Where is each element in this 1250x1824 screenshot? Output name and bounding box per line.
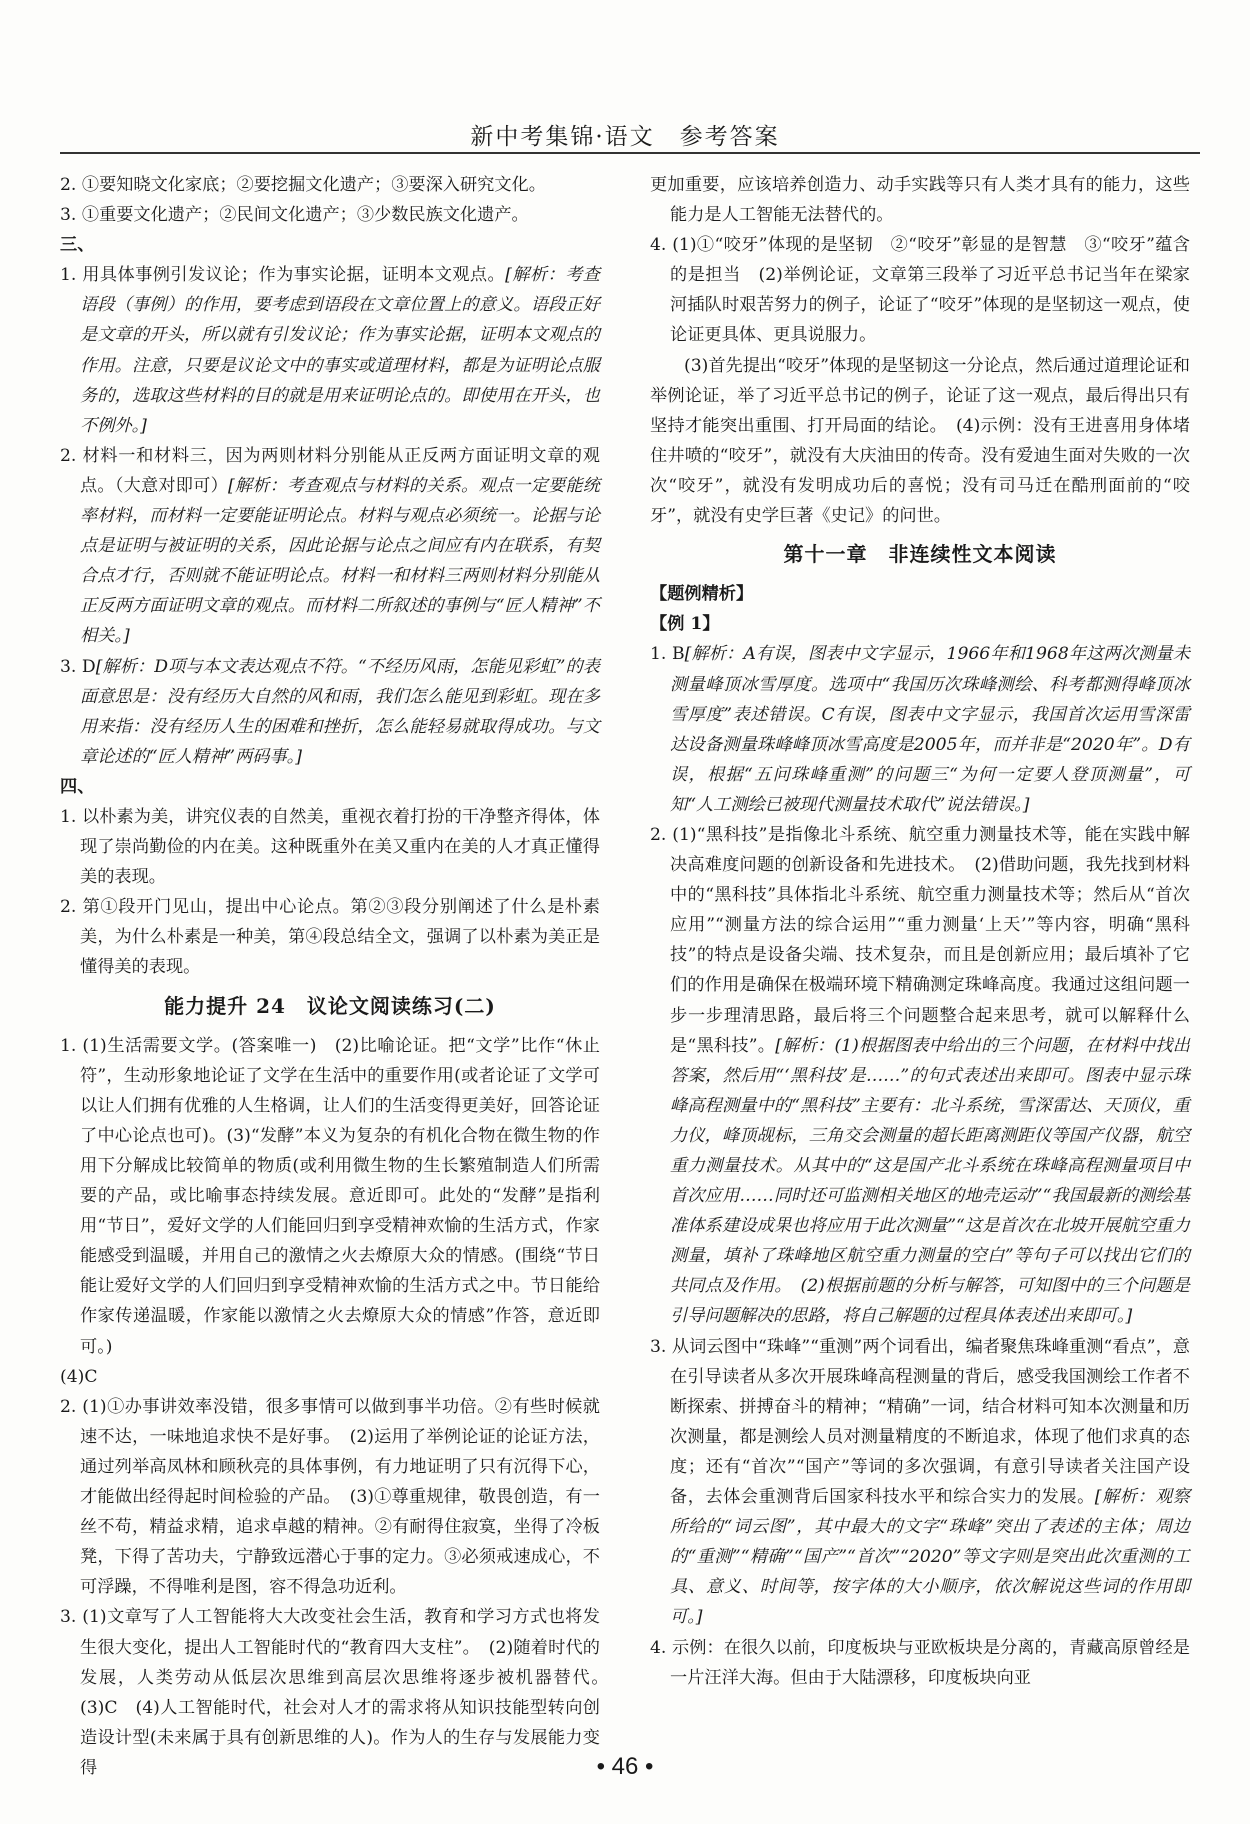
s3-answer-2-explanation: [解析：考查观点与材料的关系。观点一定要能统率材料，而材料一定要能证明论点。材料与观点必须统一。论据与论点是证明与被证明的关系，因此论据与论点之间应有内在联系，有契合点才行，否则就不能证明论点。材料一和材料三两则材料分别能从正反两方面证明文章的观点。而材料二所叙述的事例与“匠人精神”不相关。] — [80, 475, 600, 647]
section-3-heading: 三、 — [60, 235, 95, 256]
s3-answer-2 — [60, 441, 600, 652]
header-rule — [60, 152, 1200, 154]
left-column — [60, 170, 618, 1783]
s3-answer-1-explanation: [解析：考查语段（事例）的作用，要考虑到语段在文章位置上的意义。语段正好是文章的开头，所以就有引发议论；作为事实论据，证明本文观点的作用。注意，只要是议论文中的事实或道理材料，都是为证明论点服务的，选取这些材料的目的就是用来证明论点的。即使用在开头，也不例外。] — [80, 265, 600, 436]
example-answer-1 — [650, 639, 1190, 820]
s4-answer-2: 2. 第①段开门见山，提出中心论点。第②③段分别阐述了什么是朴素美，为什么朴素是一种美，第④段总结全文，强调了以朴素为美正是懂得美的表现。 — [60, 897, 600, 978]
example-answer-1-text: 1. B — [650, 644, 685, 665]
practice-answer-1-4: (4)C — [60, 1366, 98, 1387]
s3-answer-3-text: 3. D — [60, 656, 96, 677]
s4-answer-1: 1. 以朴素为美，讲究仪表的自然美，重视衣着打扮的干净整齐得体，体现了崇尚勤俭的内在美。这种既重外在美又重内在美的人才真正懂得美的表现。 — [60, 806, 600, 888]
practice-answer-4-cont: (3)首先提出“咬牙”体现的是坚韧这一分论点，然后通过道理论证和举例论证，举了习近平总书记的例子，论证了这一观点，最后得出只有坚持才能突出重围、打开局面的结论。 (4)示例：没有王进喜用身体堵住井喷的“咬牙”，就没有大庆油田的传奇。没有爱迪生面对失败的一次次“咬牙”，就没有发明成功后的喜悦；没有司马迁在酷刑面前的“咬牙”，就没有史学巨著《史记》的问世。 — [650, 355, 1190, 527]
continued-text: 更加重要，应该培养创造力、动手实践等只有人类才具有的能力，这些能力是人工智能无法替代的。 — [650, 175, 1190, 226]
example-1-heading: 【例 1】 — [650, 614, 720, 635]
section-4-heading: 四、 — [60, 776, 95, 797]
answer-2: 2. ①要知晓文化家底；②要挖掘文化遗产；③要深入研究文化。 — [60, 175, 546, 195]
s3-answer-1-text: 1. 用具体事例引发议论；作为事实论据，证明本文观点。 — [60, 265, 506, 286]
section-title: 能力提升 24 议论文阅读练习(二) — [164, 993, 496, 1018]
s3-answer-1 — [60, 260, 600, 441]
example-answer-2 — [650, 820, 1190, 1332]
example-answer-4: 4. 示例：在很久以前，印度板块与亚欧板块是分离的，青藏高原曾经是一片汪洋大海。但由于大陆漂移，印度板块向亚 — [650, 1637, 1190, 1688]
right-column — [650, 170, 1190, 1693]
s3-answer-3 — [60, 652, 600, 772]
example-answer-3-explanation: [解析：观察所给的“词云图”，其中最大的文字“珠峰”突出了表述的主体；周边的“重测”“精确”“国产”“首次”“2020”等文字则是突出此次重测的工具、意义、时间等，按字体的大小顺序，依次解说这些词的作用即可。] — [670, 1487, 1190, 1628]
example-answer-1-explanation: [解析：A有误，图表中文字显示，1966年和1968年这两次测量未测量峰顶冰雪厚度。选项中“我国历次珠峰测绘、科考都测得峰顶冰雪厚度”表述错误。C有误，图表中文字显示，我国首次运用雪深雷达设备测量珠峰峰顶冰雪高度是2005年，而并非是“2020年”。D有误，根据“五问珠峰重测”的问题三“为何一定要人登顶测量”，可知“人工测绘已被现代测量技术取代”说法错误。] — [670, 644, 1191, 815]
chapter-title: 第十一章 非连续性文本阅读 — [783, 542, 1057, 567]
s3-answer-2-text: 2. 材料一和材料三，因为两则材料分别能从正反两方面证明文章的观点。（大意对即可） — [60, 445, 600, 496]
answer-3: 3. ①重要文化遗产；②民间文化遗产；③少数民族文化遗产。 — [60, 205, 529, 226]
example-answer-3-text: 3. 从词云图中“珠峰”“重测”两个词看出，编者聚焦珠峰重测“看点”，意在引导读者从多次开展珠峰高程测量的背后，感受我国测绘工作者不断探索、拼搏奋斗的精神；“精确”一词，结合材料可知本次测量和历次测量，都是测绘人员对测量精度的不断追求，体现了他们求真的态度；还有“首次”“国产”等词的多次强调，有意引导读者关注国产设备，去体会重测背后国家科技水平和综合实力的发展。 — [650, 1336, 1190, 1508]
s3-answer-3-explanation: [解析：D项与本文表达观点不符。“不经历风雨，怎能见彩虹”的表面意思是：没有经历大自然的风和雨，我们怎么能见到彩虹。现在多用来指：没有经历人生的困难和挫折，怎么能轻易就取得成功。与文章论述的“匠人精神”两码事。] — [80, 656, 600, 767]
practice-answer-2: 2. (1)①办事讲效率没错，很多事情可以做到事半功倍。②有些时候就速不达，一味地追求快不是好事。 (2)运用了举例论证的论证方法，通过列举高凤林和顾秋亮的具体事例，有力地证明了只有沉得下心，才能做出经得起时间检验的产品。 (3)①尊重规律，敬畏创造，有一丝不苟，精益求精，追求卓越的精神。②有耐得住寂寞，坐得了冷板凳，下得了苦功夫，宁静致远潜心于事的定力。③必须戒速成心，不可浮躁，不得唯利是图，容不得急功近利。 — [60, 1396, 600, 1598]
practice-answer-1: 1. (1)生活需要文学。(答案唯一) (2)比喻论证。把“文学”比作“休止符”，生动形象地论证了文学在生活中的重要作用(或者论证了文学可以让人们拥有优雅的人生格调，让人们的生活变得更美好，回答论证了中心论点也可)。(3)“发酵”本义为复杂的有机化合物在微生物的作用下分解成比较简单的物质(或利用微生物的生长繁殖制造人们所需要的产品，或比喻事态持续发展。意近即可。此处的“发酵”是指利用“节日”，爱好文学的人们能回归到享受精神欢愉的生活方式，作家能感受到温暖，并用自己的激情之火去燎原大众的情感。(围绕“节日能让爱好文学的人们回归到享受精神欢愉的生活方式之中。节日能给作家传递温暖，作家能以激情之火去燎原大众的情感”作答，意近即可。) — [60, 1035, 600, 1357]
practice-answer-4: 4. (1)①“咬牙”体现的是坚韧 ②“咬牙”彰显的是智慧 ③“咬牙”蕴含的是担当 (2)举例论证，文章第三段举了习近平总书记当年在梁家河插队时艰苦努力的例子，论证了“咬牙”体现的是坚韧这一观点，使论证更具体、更具说服力。 — [650, 235, 1190, 346]
example-analysis-heading: 【题例精析】 — [650, 584, 754, 605]
example-answer-2-text: 2. (1)“黑科技”是指像北斗系统、航空重力测量技术等，能在实践中解决高难度问题的创新设备和先进技术。 (2)借助问题，我先找到材料中的“黑科技”具体指北斗系统、航空重力测量技术等；然后从“首次应用”“测量方法的综合运用”“重力测量‘上天’”等内容，明确“黑科技”的特点是设备尖端、技术复杂，而且是创新应用；最后填补了它们的作用是确保在极端环境下精确测定珠峰高度。我通过这组问题一步一步理清思路，最后将三个问题整合起来思考，就可以解释什么是“黑科技”。 — [650, 824, 1190, 1056]
example-answer-3 — [650, 1332, 1190, 1633]
practice-answer-3: 3. (1)文章写了人工智能将大大改变社会生活，教育和学习方式也将发生很大变化，提出人工智能时代的“教育四大支柱”。 (2)随着时代的发展，人类劳动从低层次思维到高层次思维将逐步被机器替代。 (3)C (4)人工智能时代，社会对人才的需求将从知识技能型转向创造设计型(未来属于具有创新思维的人)。作为人的生存与发展能力变得 — [60, 1607, 618, 1778]
page-header: 新中考集锦·语文 参考答案 — [470, 124, 780, 150]
example-answer-2-explanation: [解析：(1)根据图表中给出的三个问题，在材料中找出答案，然后用“‘黑科技’是……”的句式表述出来即可。图表中显示珠峰高程测量中的“黑科技”主要有：北斗系统，雪深雷达、天顶仪，重力仪，峰顶觇标，三角交会测量的超长距离测距仪等国产仪器，航空重力测量技术。从其中的“这是国产北斗系统在珠峰高程测量项目中首次应用……同时还可监测相关地区的地壳运动”“我国最新的测绘基准体系建设成果也将应用于此次测量”“这是首次在北坡开展航空重力测量，填补了珠峰地区航空重力测量的空白”等句子可以找出它们的共同点及作用。 (2)根据前题的分析与解答，可知图中的三个问题是引导问题解决的思路，将自己解题的过程具体表述出来即可。] — [670, 1035, 1190, 1327]
page-number: • 46 • — [596, 1753, 654, 1780]
